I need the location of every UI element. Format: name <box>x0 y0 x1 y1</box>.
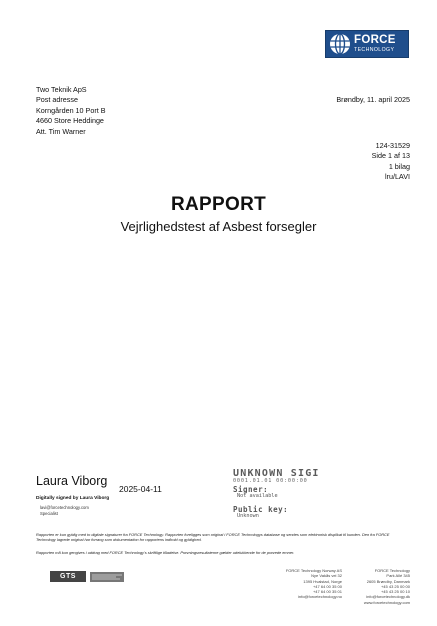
unknown-signature-stamp <box>233 468 353 524</box>
signed-by-text: Digitally signed by Laura Viborg <box>36 496 110 501</box>
stamp-signer-value: Not available <box>237 493 278 499</box>
address-line: Att. Tim Warner <box>36 126 86 136</box>
initials: lru/LAVI <box>384 172 410 182</box>
office-line: Park Allé 345 <box>386 573 410 579</box>
office-line: info@forcetechnology.no <box>297 594 342 600</box>
report-subtitle: Vejrlighedstest af Asbest forsegler <box>120 219 317 234</box>
force-technology-logo <box>325 30 409 58</box>
report-title: RAPPORT <box>171 194 266 215</box>
stamp-signer-label: Signer: <box>233 485 269 494</box>
globe-icon <box>329 33 351 55</box>
stamp-key-value: Unknown <box>237 513 259 519</box>
signature-date: 2025-04-11 <box>119 484 162 494</box>
office-line: 1395 Hvalstad, Norge <box>303 578 342 584</box>
logo-text <box>354 35 396 53</box>
page-number: Side 1 af 13 <box>371 151 410 161</box>
office-denmark <box>364 568 410 605</box>
office-line: Nye Vakås vei 32 <box>311 573 342 579</box>
signer-email: lavi@forcetechnology.com <box>40 505 89 510</box>
address-line: Two Teknik ApS <box>36 85 87 94</box>
address-line: Post adresse <box>36 95 78 105</box>
gts-logo: GTS <box>50 571 86 582</box>
office-line: 2605 Brøndby, Danmark <box>366 578 410 584</box>
signer-name: Laura Viborg <box>36 474 108 488</box>
office-line: +47 64 00 35 01 <box>312 589 342 595</box>
disclaimer-reproduction: Rapporten må kun gengives i uddrag med FORCE Technology's skriftlige tilladelse. Prøvningsresultaterne gælder udelukkende for de prøvede emner. <box>36 550 295 555</box>
office-line: FORCE Technology Norway AS <box>285 568 342 573</box>
recipient-address <box>36 85 106 137</box>
office-line: FORCE Technology <box>374 568 410 573</box>
office-line: +47 64 00 35 00 <box>312 583 342 589</box>
office-line: +45 43 25 00 00 <box>380 583 410 589</box>
place-date: Brøndby, 11. april 2025 <box>336 95 410 104</box>
stamp-serial: 0001.01.01 00:00:00 <box>233 478 308 484</box>
case-info <box>372 141 410 183</box>
office-line: info@forcetechnology.dk <box>366 594 410 600</box>
case-number: 124-31529 <box>375 141 410 150</box>
stamp-key-label: Public key: <box>233 505 289 514</box>
address-line: 4660 Store Heddinge <box>36 116 104 126</box>
stamp-title: UNKNOWN SIGI <box>233 468 320 479</box>
attachments: 1 bilag <box>388 161 410 171</box>
office-norway <box>286 568 342 600</box>
address-line: Korngården 10 Port B <box>36 105 106 115</box>
signer-role: Specialist <box>40 511 58 516</box>
office-line: +45 43 25 00 10 <box>380 589 410 595</box>
office-line: www.forcetechnology.com <box>363 599 410 605</box>
accreditation-logo-icon <box>90 572 124 582</box>
disclaimer-validity: Rapporten er kun gyldig med to digitale signaturer fra FORCE Technology. Rapporten foreligges som original i FORCE Technologys database og sendes som elektronisk dispilkat til kunden. Den fra FORCE Technology lagrede original har forrang som dokumentation for rapportens indhold og gyldighed. <box>36 532 390 543</box>
logo-sub: TECHNOLOGY <box>354 46 395 53</box>
logo-name: FORCE <box>354 34 396 47</box>
